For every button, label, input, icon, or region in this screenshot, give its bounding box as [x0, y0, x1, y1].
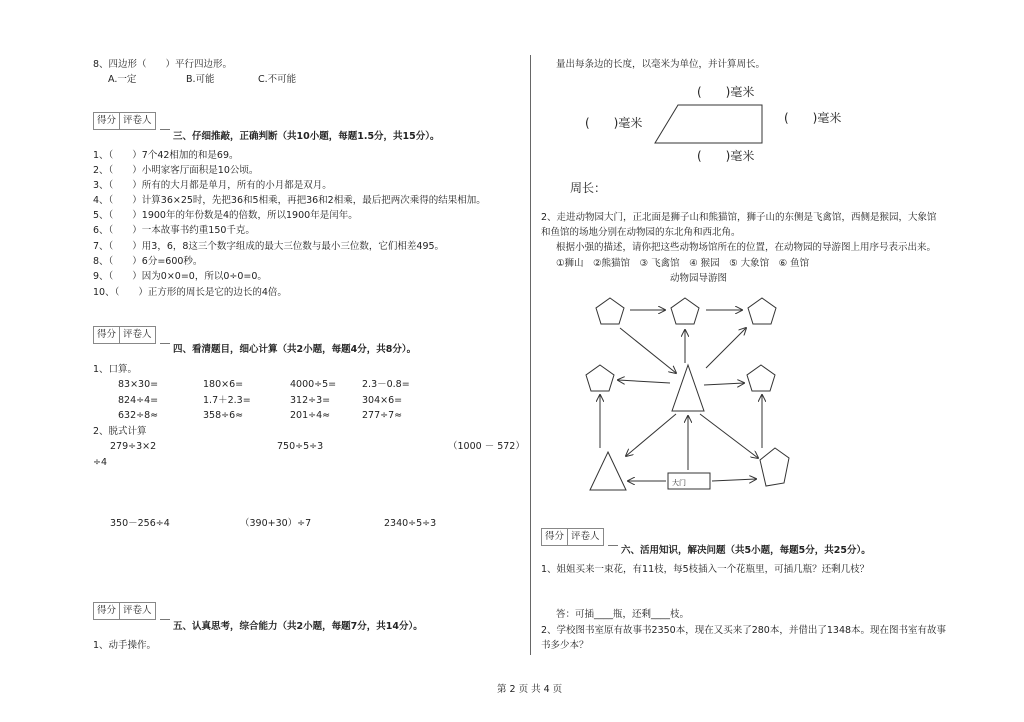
oral-item: 632÷8≈ [118, 410, 159, 421]
q8-option-b: B.可能 [186, 74, 215, 85]
sec3-item: 6、（ ）一本故事书约重150千克。 [93, 225, 255, 236]
score-box-sec3 [93, 112, 156, 130]
sec3-item: 4、（ ）计算36×25时，先把36和5相乘，再把36和2相乘，最后把两次乘得的结果相加。 [93, 195, 486, 206]
calc-item: （390+30）÷7 [240, 518, 312, 529]
oral-item: 4000÷5= [290, 379, 337, 390]
sec3-item: 8、（ ）6分=600秒。 [93, 256, 203, 267]
sec6-q1: 1、姐姐买来一束花，有11枝，每5枝插入一个花瓶里，可插几瓶？还剩几枝？ [541, 564, 870, 575]
sec6-title: 六、活用知识，解决问题（共5小题，每题5分，共25分）。 [621, 545, 871, 556]
q8-option-a: A.一定 [108, 74, 137, 85]
triangle-center [672, 365, 704, 411]
sec3-item: 7、（ ）用3，6，8这三个数字组成的最大三位数与最小三位数，它们相差495。 [93, 241, 445, 252]
calc-item: 350－256÷4 [110, 518, 170, 529]
grader-label: 评卷人 [123, 605, 152, 616]
sec4-title: 四、看清题目，细心计算（共2小题，每题4分，共8分）。 [173, 344, 417, 355]
sec3-item: 9、（ ）因为0×0=0，所以0÷0=0。 [93, 271, 267, 282]
grader-label: 评卷人 [123, 329, 152, 340]
perimeter-label: 周长： [570, 181, 607, 195]
mm-right: ( )毫米 [784, 111, 842, 125]
pentagon-bottom-right [760, 448, 789, 486]
score-label: 得分 [94, 327, 120, 343]
oral-item: 2.3－0.8= [362, 379, 410, 390]
sec5-title: 五、认真思考，综合能力（共2小题，每题7分，共14分）。 [173, 621, 423, 632]
q8-option-c: C.不可能 [258, 74, 297, 85]
pentagon-mid-left [586, 365, 614, 391]
oral-item: 180×6= [203, 379, 244, 390]
q2-options: ①狮山 ②熊猫馆 ③ 飞禽馆 ④ 猴园 ⑤ 大象馆 ⑥ 鱼馆 [556, 258, 810, 269]
sec3-item: 3、（ ）所有的大月都是单月，所有的小月都是双月。 [93, 180, 332, 191]
page-footer: 第 2 页 共 4 页 [497, 684, 563, 695]
zoo-map [580, 288, 800, 498]
oral-item: 83×30= [118, 379, 159, 390]
mm-bottom: ( )毫米 [697, 149, 755, 163]
oral-item: 277÷7≈ [362, 410, 403, 421]
triangle-bottom-left [590, 452, 626, 490]
sec4-q2: 2、脱式计算 [93, 426, 147, 437]
sec6-q2-line2: 书多少本？ [541, 640, 589, 651]
calc-item: 2340÷5÷3 [384, 518, 437, 529]
sec4-q1: 1、口算。 [93, 364, 138, 375]
oral-item: 201÷4≈ [290, 410, 331, 421]
score-box-sec6 [541, 528, 604, 546]
score-label: 得分 [94, 113, 120, 129]
pentagon-mid-right [747, 365, 775, 391]
score-box-sec5 [93, 602, 156, 620]
sec3-item: 5、（ ）1900年的年份数是4的倍数，所以1900年是闰年。 [93, 210, 358, 221]
calc-continuation: ÷4 [93, 457, 108, 468]
score-label: 得分 [94, 603, 120, 619]
score-box-sec4 [93, 326, 156, 344]
column-divider [530, 55, 531, 655]
sec6-q2-line1: 2、学校图书室原有故事书2350本，现在又买来了280本，并借出了1348本。现在图书室有故事 [541, 625, 947, 636]
sec6-answer1: 答：可插____瓶，还剩____枝。 [556, 609, 690, 620]
mm-left: ( )毫米 [585, 116, 643, 130]
q2-text-line2: 和鱼馆的场地分别在动物园的东北角和西北角。 [541, 227, 741, 238]
score-label: 得分 [542, 529, 568, 545]
pentagon-top-right [748, 298, 776, 324]
q2-text-line3: 根据小强的描述，请你把这些动物场馆所在的位置，在动物园的导游图上用序号表示出来。 [556, 242, 937, 253]
pentagon-top-left [596, 298, 624, 324]
oral-item: 1.7＋2.3= [203, 395, 251, 406]
oral-item: 304×6= [362, 395, 403, 406]
q8-text: 8、四边形（ ）平行四边形。 [93, 59, 233, 70]
oral-item: 824÷4= [118, 395, 159, 406]
oral-item: 358÷6≈ [203, 410, 244, 421]
sec3-item: 10、（ ）正方形的周长是它的边长的4倍。 [93, 287, 287, 298]
sec3-item: 1、（ ）7个42相加的和是69。 [93, 150, 239, 161]
map-title: 动物园导游图 [670, 273, 728, 284]
sec3-item: 2、（ ）小明家客厅面积是10公顷。 [93, 165, 259, 176]
sec5-q1: 1、动手操作。 [93, 640, 157, 651]
calc-item: （1000 － 572） [448, 441, 525, 452]
grader-label: 评卷人 [571, 531, 600, 542]
sec3-title: 三、仔细推敲，正确判断（共10小题，每题1.5分，共15分）。 [173, 131, 440, 142]
gate-label: 大门 [672, 479, 686, 487]
grader-label: 评卷人 [123, 115, 152, 126]
calc-item: 750÷5÷3 [277, 441, 324, 452]
calc-item: 279÷3×2 [110, 441, 157, 452]
oral-item: 312÷3= [290, 395, 331, 406]
trapezoid-figure [654, 104, 764, 144]
measure-intro: 量出每条边的长度，以毫米为单位，并计算周长。 [556, 59, 766, 70]
pentagon-top-mid [671, 298, 699, 324]
mm-top: ( )毫米 [697, 85, 755, 99]
q2-text-line1: 2、走进动物园大门，正北面是狮子山和熊猫馆，狮子山的东侧是飞禽馆，西侧是猴园，大象馆 [541, 212, 937, 223]
